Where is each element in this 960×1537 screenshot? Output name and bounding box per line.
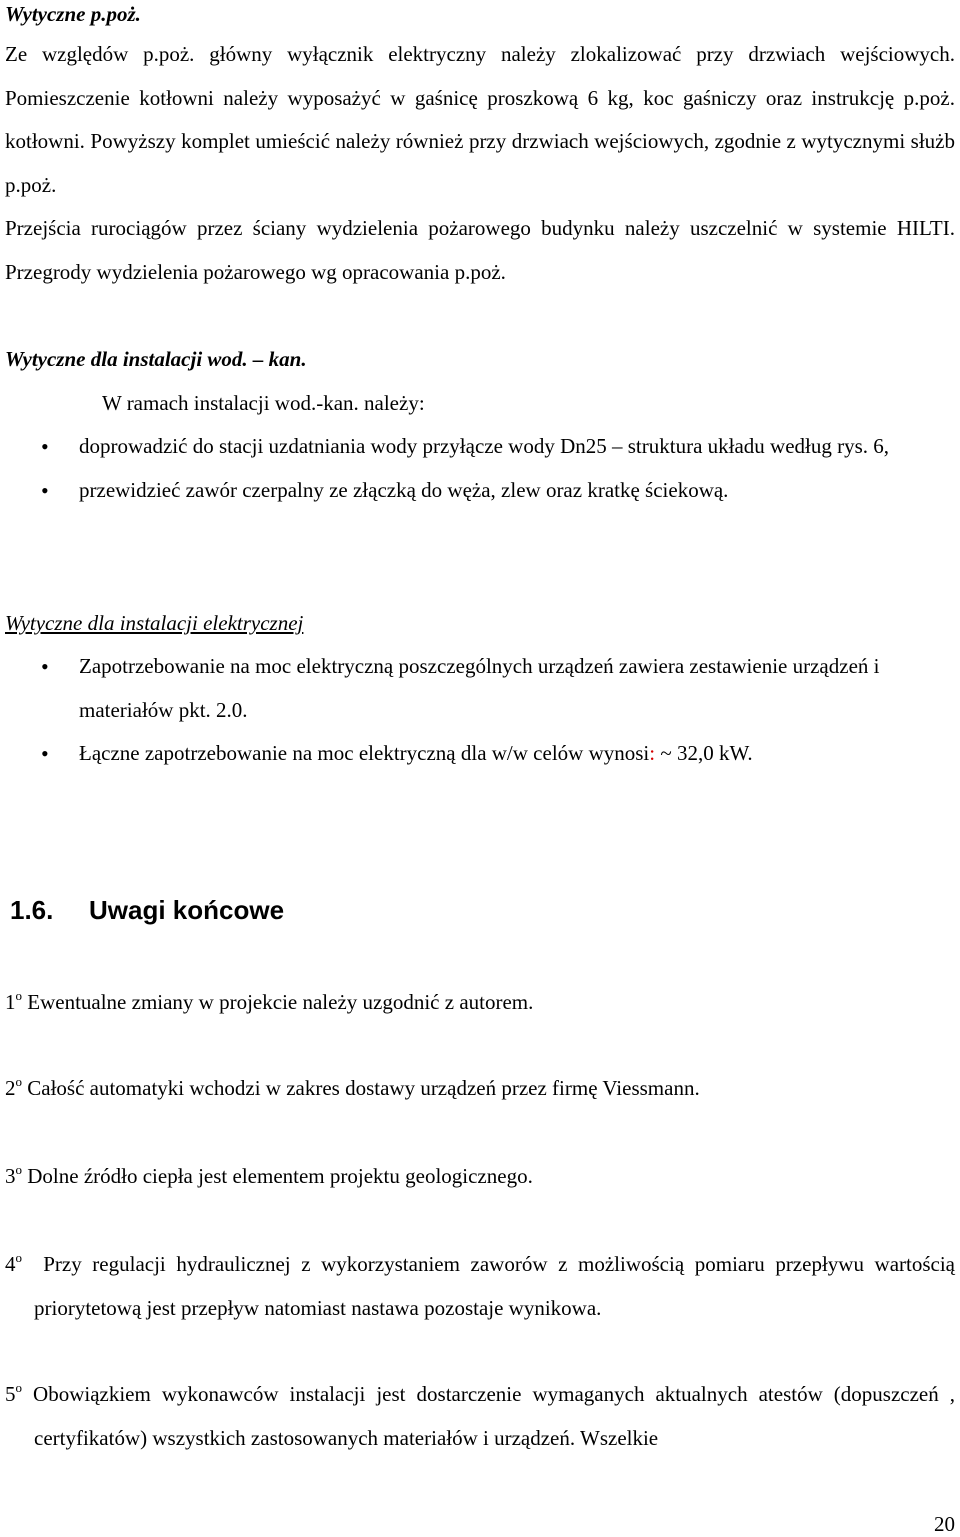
note-2: 2$^o$ Całość automatyki wchodzi w zakres dostawy urządzeń przez firmę Viessmann. [5,1074,700,1100]
bullet-icon: • [41,434,49,459]
note-4: 4$^o$ Przy regulacji hydraulicznej z wykorzystaniem zaworów z możliwością pomiaru przepływu wartością priorytetową jest przepływ natomiast nastawa pozostaje wynikowa. [5,1250,956,1320]
highlight-colon: : [649,741,656,765]
water-sewage-list [0,425,960,512]
heading-title: Uwagi końcowe [89,895,285,925]
section-title-water-sewage: Wytyczne dla instalacji wod. – kan. [5,347,307,371]
page-number: 20 [934,1512,955,1536]
paragraph-fire-safety-1: Ze względów p.poż. główny wyłącznik elektryczny należy zlokalizować przy drzwiach wejściowych. Pomieszczenie kotłowni należy wyposażyć w gaśnicę proszkową 6 kg, koc gaśniczy oraz instrukcję p.poż. kotłowni. Powyższy komplet umieścić należy również przy drzwiach wejściowych, zgodnie z wytycznymi służb p.poż. [5,42,955,197]
heading-number: 1.6. [10,895,54,925]
bullet-icon: • [41,654,49,679]
note-1: 1$^o$ Ewentualne zmiany w projekcie należy uzgodnić z autorem. [5,988,534,1014]
section-title-fire-safety: Wytyczne p.poż. [5,2,141,26]
list-item: • doprowadzić do stacji uzdatniania wody przyłącze wody Dn25 – struktura układu według rys. 6, [0,425,960,469]
heading-final-remarks [10,895,284,926]
paragraph-fire-safety-2: Przejścia rurociągów przez ściany wydzielenia pożarowego budynku należy uszczelnić w systemie HILTI. Przegrody wydzielenia pożarowego wg opracowania p.poż. [5,216,955,284]
note-5: 5$^o$ Obowiązkiem wykonawców instalacji jest dostarczenie wymaganych aktualnych atestów (dopuszczeń , certyfikatów) wszystkich zastosowanych materiałów i urządzeń. Wszelkie [5,1380,955,1450]
bullet-icon: • [41,741,49,766]
list-item: • przewidzieć zawór czerpalny ze złączką do węża, zlew oraz kratkę ściekową. [0,469,960,513]
list-item: • Zapotrzebowanie na moc elektryczną poszczególnych urządzeń zawiera zestawienie urządzeń i materiałów pkt. 2.0. [0,645,960,732]
section-title-electrical: Wytyczne dla instalacji elektrycznej [5,611,304,635]
electrical-list [0,645,960,776]
bullet-icon: • [41,477,49,503]
water-sewage-intro: W ramach instalacji wod.-kan. należy: [102,391,425,415]
list-item: • Łączne zapotrzebowanie na moc elektryczną dla w/w celów wynosi: ~ 32,0 kW. [0,732,960,776]
note-3: 3$^o$ Dolne źródło ciepła jest elementem projektu geologicznego. [5,1162,533,1188]
